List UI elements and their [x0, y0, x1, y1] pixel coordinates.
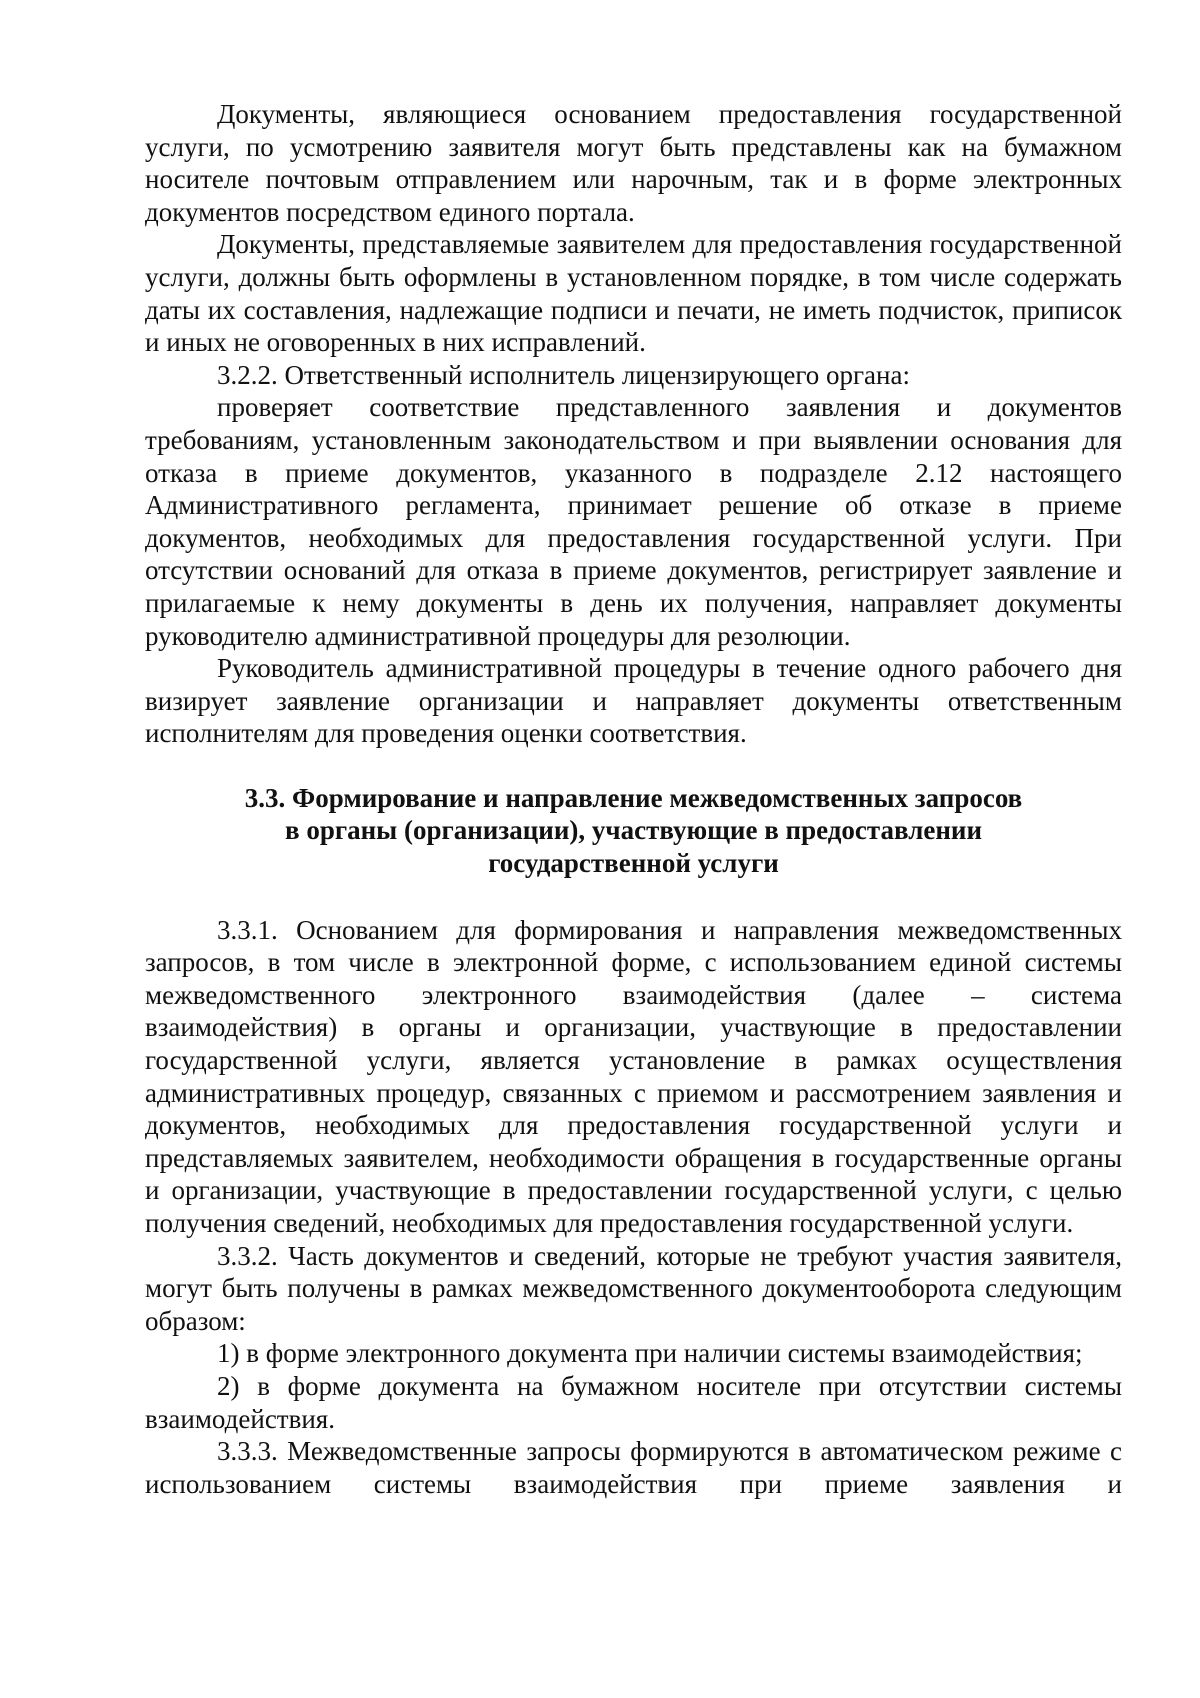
paragraph-3-3-1: 3.3.1. Основанием для формирования и направления межведомственных запросов, в том числе в электронной форме, с использованием единой системы межведомственного электронного взаимодействия (далее – система взаимодействия) в органы и организации, участвующие в предоставлении государственной услуги, является установление в рамках осуществления административных процедур, связанных с приемом и рассмотрением заявления и документов, необходимых для предоставления государственной услуги и представляемых заявителем, необходимости обращения в государственные органы и организации, участвующие в предоставлении государственной услуги, с целью получения сведений, необходимых для предоставления государственной услуги.	[145, 914, 1122, 1238]
list-item-1: 1) в форме электронного документа при наличии системы взаимодействия;	[217, 1338, 1083, 1369]
section-heading-3-3	[145, 782, 1122, 880]
list-item-2: 2) в форме документа на бумажном носителе при отсутствии системы взаимодействия.	[145, 1370, 1122, 1434]
heading-line-3: государственной услуги	[488, 848, 779, 879]
paragraph-3-3-3: 3.3.3. Межведомственные запросы формируются в автоматическом режиме с использованием системы взаимодействия при приеме заявления и	[145, 1436, 1122, 1499]
paragraph-3-2-2: 3.2.2. Ответственный исполнитель лицензирующего органа:	[217, 359, 910, 390]
spacer	[145, 880, 1122, 914]
heading-line-1: 3.3. Формирование и направление межведомственных запросов	[244, 782, 1023, 813]
heading-line-2: в органы (организации), участвующие в предоставлении	[284, 815, 983, 846]
paragraph-3-3-2: 3.3.2. Часть документов и сведений, которые не требуют участия заявителя, могут быть получены в рамках межведомственного документооборота следующим образом:	[145, 1240, 1122, 1336]
paragraph-head-of-procedure: Руководитель административной процедуры в течение одного рабочего дня визирует заявление организации и направляет документы ответственным исполнителям для проведения оценки соответствия.	[145, 653, 1122, 749]
paragraph-documents-format: Документы, представляемые заявителем для предоставления государственной услуги, должны быть оформлены в установленном порядке, в том числе содержать даты их составления, надлежащие подписи и печати, не иметь подчисток, приписок и иных не оговоренных в них исправлений.	[145, 229, 1122, 358]
document-page	[145, 98, 1122, 1500]
paragraph-documents-basis: Документы, являющиеся основанием предоставления государственной услуги, по усмотрению заявителя могут быть представлены как на бумажном носителе почтовым отправлением или нарочным, так и в форме электронных документов посредством единого портала.	[145, 99, 1122, 227]
spacer	[145, 750, 1122, 782]
paragraph-checks-compliance: проверяет соответствие представленного заявления и документов требованиям, установленным законодательством и при выявлении основания для отказа в приеме документов, указанного в подразделе 2.12 настоящего Административного регламента, принимает решение об отказе в приеме документов, необходимых для предоставления государственной услуги. При отсутствии оснований для отказа в приеме документов, регистрирует заявление и прилагаемые к нему документы в день их получения, направляет документы руководителю административной процедуры для резолюции.	[145, 392, 1122, 651]
